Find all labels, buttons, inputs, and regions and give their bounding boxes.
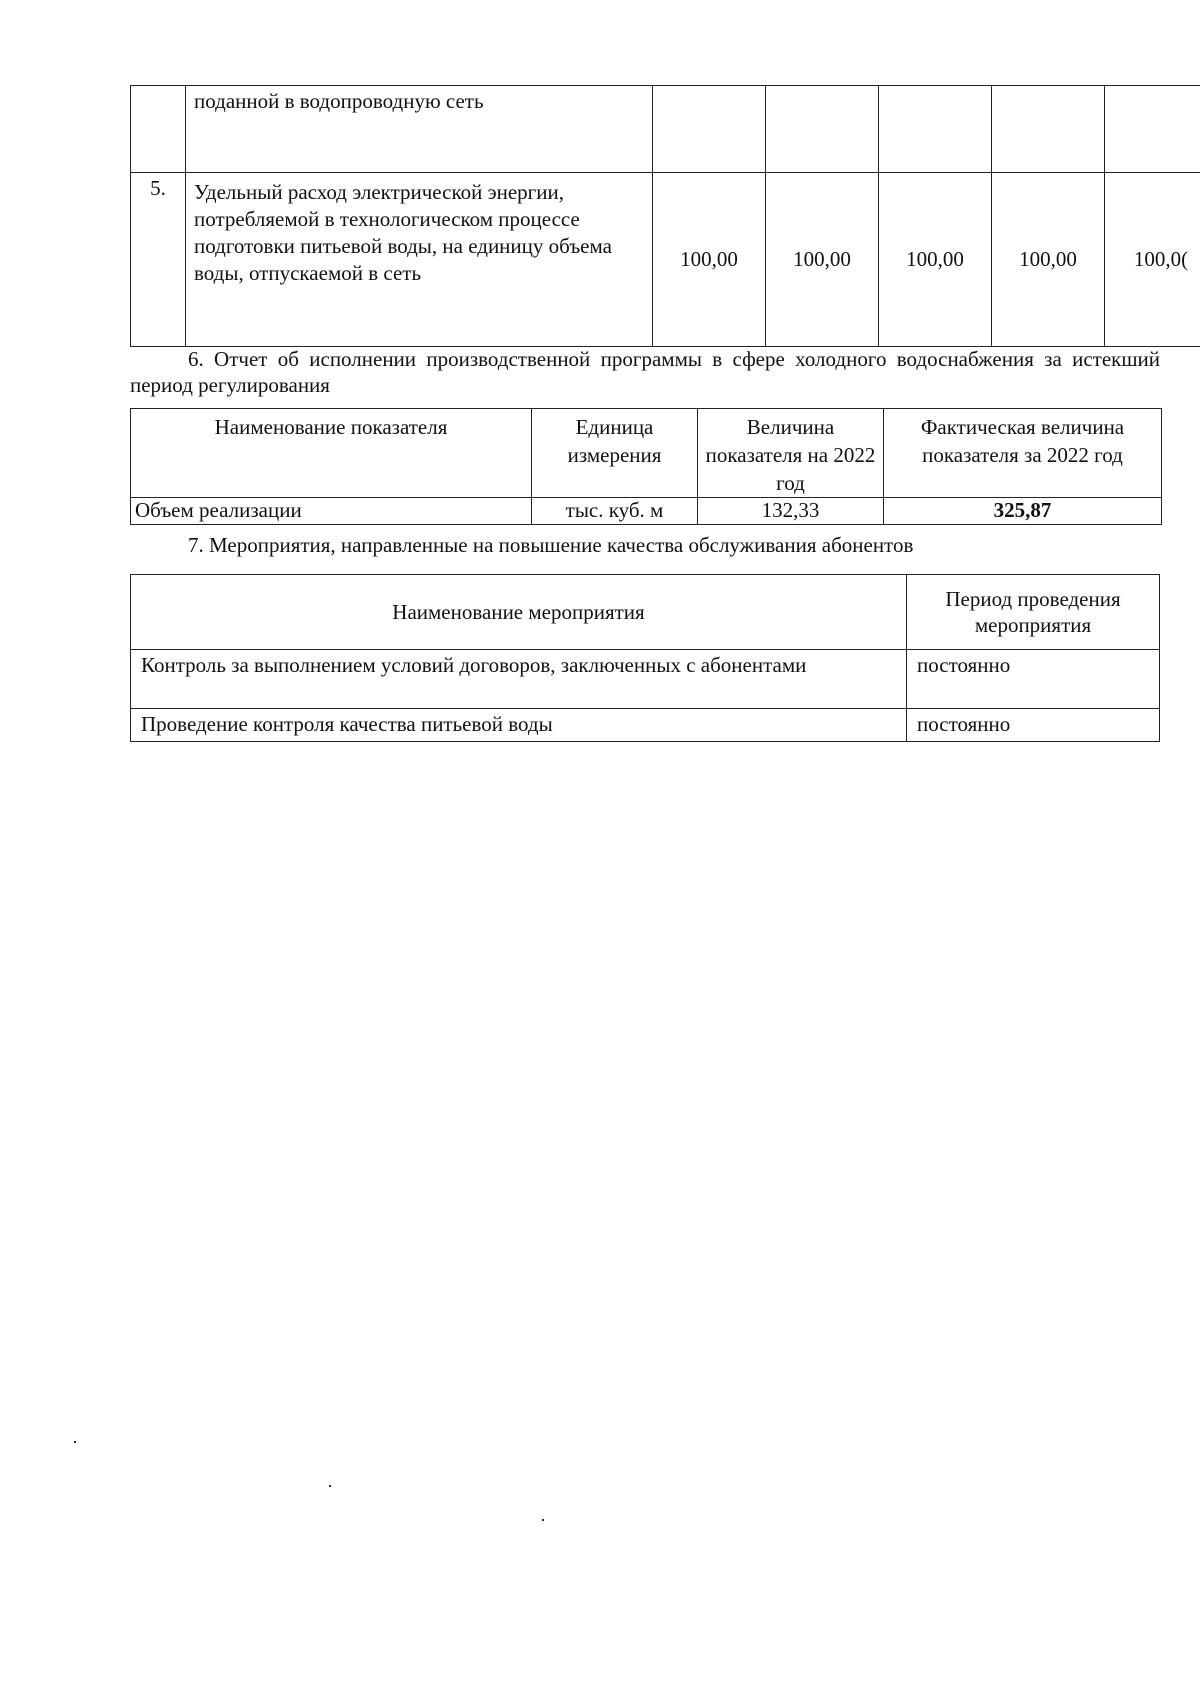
table-header-row bbox=[131, 575, 1160, 650]
indicator-value: 100,00 bbox=[992, 173, 1105, 347]
row-number bbox=[131, 86, 186, 173]
indicator-name: поданной в водопроводную сеть bbox=[186, 86, 653, 173]
indicator-value bbox=[653, 86, 766, 173]
actual-value: 325,87 bbox=[884, 498, 1162, 525]
column-header: Единица измерения bbox=[532, 409, 698, 498]
column-header: Наименование мероприятия bbox=[131, 575, 907, 650]
column-header: Величина показателя на 2022 год bbox=[698, 409, 884, 498]
column-header: Фактическая величина показателя за 2022 год bbox=[884, 409, 1162, 498]
table-row bbox=[131, 173, 1200, 347]
service-measures-table bbox=[130, 574, 1160, 742]
indicator-value bbox=[992, 86, 1105, 173]
table-header-row bbox=[131, 409, 1162, 498]
indicator-value bbox=[766, 86, 879, 173]
scan-speck bbox=[329, 1485, 331, 1487]
table-row bbox=[131, 709, 1160, 742]
indicator-value: 100,00 bbox=[879, 173, 992, 347]
indicators-table-continued bbox=[130, 85, 1200, 347]
indicator-value: 100,0( bbox=[1105, 173, 1200, 347]
indicator-value bbox=[1105, 86, 1200, 173]
row-number: 5. bbox=[131, 173, 186, 347]
table-row bbox=[131, 498, 1162, 525]
table-row bbox=[131, 86, 1200, 173]
planned-value: 132,33 bbox=[698, 498, 884, 525]
program-report-table bbox=[130, 408, 1162, 525]
indicator-value: 100,00 bbox=[766, 173, 879, 347]
measure-period: постоянно bbox=[907, 650, 1160, 709]
scan-speck bbox=[74, 1441, 76, 1443]
table-row bbox=[131, 650, 1160, 709]
section-6-heading: 6. Отчет об исполнении производственной программы в сфере холодного водоснабжения за истекший период регулирования bbox=[130, 347, 1160, 397]
indicator-value bbox=[879, 86, 992, 173]
measure-period: постоянно bbox=[907, 709, 1160, 742]
measure-name: Проведение контроля качества питьевой воды bbox=[131, 709, 907, 742]
section-7-heading: 7. Мероприятия, направленные на повышение качества обслуживания абонентов bbox=[188, 533, 914, 557]
indicator-name: Удельный расход электрической энергии, потребляемой в технологическом процессе подготовки питьевой воды, на единицу объема воды, отпускаемой в сеть bbox=[186, 173, 653, 347]
indicator-value: 100,00 bbox=[653, 173, 766, 347]
measure-name: Контроль за выполнением условий договоров, заключенных с абонентами bbox=[131, 650, 907, 709]
scan-speck bbox=[542, 1519, 544, 1521]
unit: тыс. куб. м bbox=[532, 498, 698, 525]
indicator-name: Объем реализации bbox=[131, 498, 532, 525]
column-header: Наименование показателя bbox=[131, 409, 532, 498]
column-header: Период проведения мероприятия bbox=[907, 575, 1160, 650]
